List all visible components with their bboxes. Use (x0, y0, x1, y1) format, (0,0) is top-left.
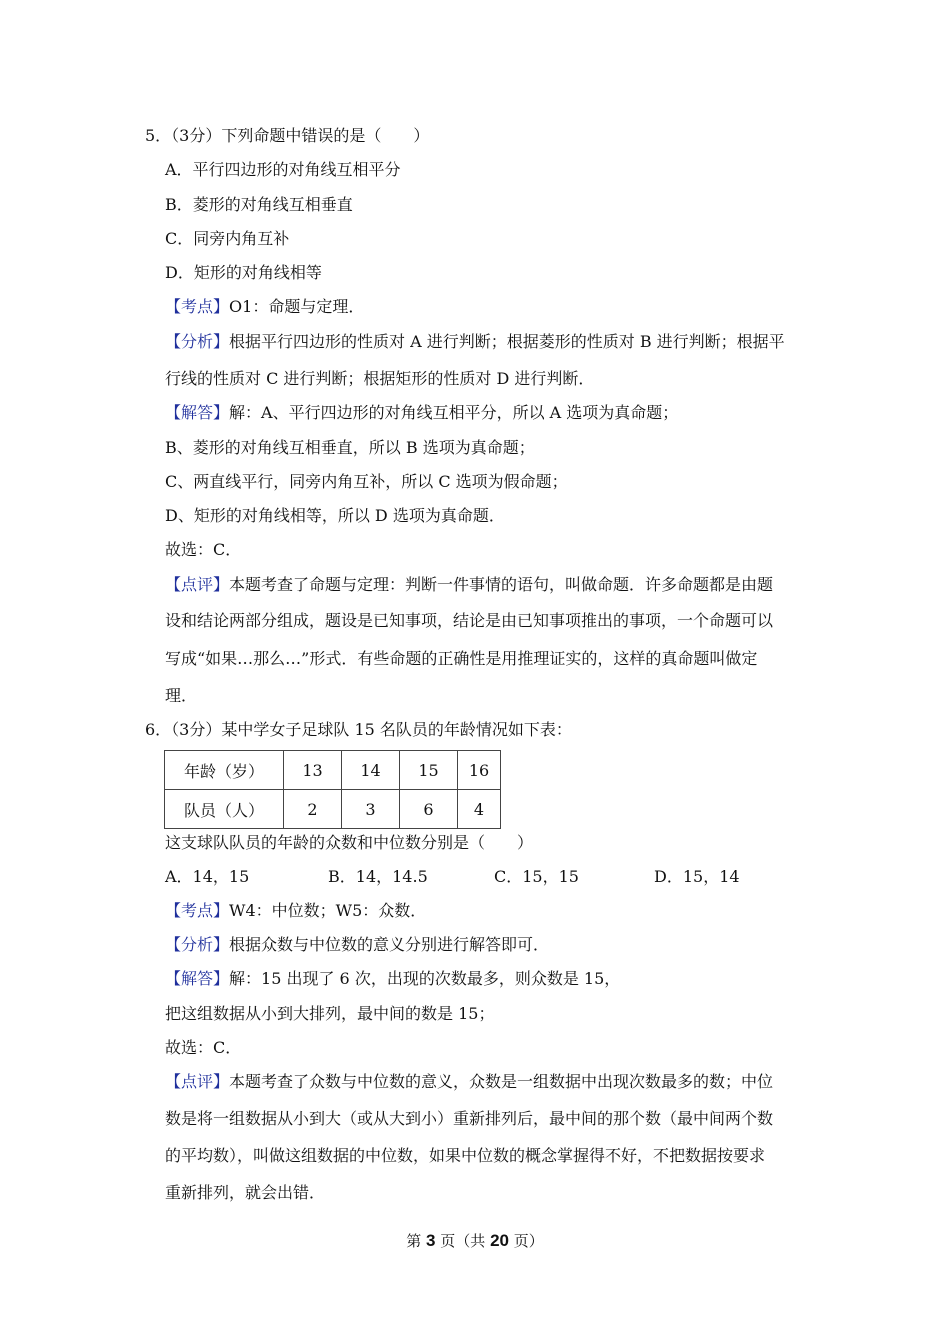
table-cell: 15 (400, 751, 458, 790)
q6-answer: 故选：C． (165, 1038, 242, 1057)
fenxi-text: 根据平行四边形的性质对 A 进行判断；根据菱形的性质对 B 进行判断；根据平 (229, 332, 785, 351)
kaodian-tag: 【考点】 (165, 297, 230, 316)
q6-kaodian (165, 900, 426, 922)
table-row (165, 790, 501, 829)
table-cell: 2 (284, 790, 342, 829)
q5-answer: 故选：C． (165, 540, 242, 559)
q6-dianping-line-4: 重新排列，就会出错． (165, 1183, 326, 1202)
q5-jieda-line-1 (165, 402, 678, 424)
table-cell: 3 (342, 790, 400, 829)
q6-jieda-line-2: 把这组数据从小到大排列，最中间的数是 15； (165, 1004, 495, 1023)
table-cell: 16 (458, 751, 501, 790)
kaodian-text: O1：命题与定理． (229, 297, 365, 316)
table-cell: 6 (400, 790, 458, 829)
dianping-tag: 【点评】 (165, 1072, 230, 1091)
dianping-text: 本题考查了命题与定理：判断一件事情的语句，叫做命题．许多命题都是由题 (229, 575, 774, 594)
fenxi-tag: 【分析】 (165, 332, 230, 351)
jieda-tag: 【解答】 (165, 969, 230, 988)
q6-question: 这支球队队员的年龄的众数和中位数分别是（ ） (165, 833, 534, 852)
q5-jieda-line-3: C、两直线平行，同旁内角互补，所以 C 选项为假命题； (165, 472, 568, 491)
footer-mid: 页（共 (440, 1232, 486, 1250)
q5-dianping-line-3: 写成“如果…那么…”形式．有些命题的正确性是用推理证实的，这样的真命题叫做定 (165, 649, 758, 668)
footer-pre: 第 (406, 1232, 422, 1250)
q6-dianping-line-1 (165, 1071, 773, 1093)
jieda-text: 解：A、平行四边形的对角线互相平分，所以 A 选项为真命题； (229, 403, 679, 422)
q6-option-c: C．15，15 (494, 867, 579, 886)
jieda-tag: 【解答】 (165, 403, 230, 422)
table-cell: 13 (284, 751, 342, 790)
fenxi-tag: 【分析】 (165, 935, 230, 954)
table-row (165, 751, 501, 790)
q5-fenxi-line-1 (165, 331, 785, 353)
q5-jieda-line-2: B、菱形的对角线互相垂直，所以 B 选项为真命题； (165, 438, 535, 457)
current-page-number: 3 (426, 1231, 436, 1250)
q5-dianping-line-1 (165, 574, 773, 596)
q6-option-a: A．14，15 (165, 867, 250, 886)
footer-post: 页） (513, 1232, 544, 1250)
q5-option-d: D．矩形的对角线相等 (165, 263, 322, 282)
table-cell: 14 (342, 751, 400, 790)
kaodian-text: W4：中位数；W5：众数． (229, 901, 427, 920)
q5-option-c: C．同旁内角互补 (165, 229, 290, 248)
q6-dianping-line-3: 的平均数），叫做这组数据的中位数，如果中位数的概念掌握得不好，不把数据按要求 (165, 1146, 766, 1165)
q5-option-b: B．菱形的对角线互相垂直 (165, 195, 353, 214)
dianping-text: 本题考查了众数与中位数的意义，众数是一组数据中出现次数最多的数；中位 (229, 1072, 774, 1091)
q6-stem: 6．（3分）某中学女子足球队 15 名队员的年龄情况如下表： (145, 720, 572, 739)
total-page-number: 20 (490, 1231, 509, 1250)
q5-jieda-line-4: D、矩形的对角线相等，所以 D 选项为真命题． (165, 506, 505, 525)
q6-fenxi (165, 934, 549, 956)
kaodian-tag: 【考点】 (165, 901, 230, 920)
q5-kaodian (165, 296, 364, 318)
dianping-tag: 【点评】 (165, 575, 230, 594)
q5-dianping-line-2: 设和结论两部分组成，题设是已知事项，结论是由已知事项推出的事项，一个命题可以 (165, 611, 774, 630)
q5-option-a: A．平行四边形的对角线互相平分 (165, 160, 401, 179)
q6-dianping-line-2: 数是将一组数据从小到大（或从大到小）重新排列后，最中间的那个数（最中间两个数 (165, 1109, 774, 1128)
table-cell: 年龄（岁） (165, 751, 284, 790)
page-footer (0, 1230, 950, 1251)
jieda-text: 解：15 出现了 6 次，出现的次数最多，则众数是 15， (229, 969, 621, 988)
q5-fenxi-line-2: 行线的性质对 C 进行判断；根据矩形的性质对 D 进行判断． (165, 369, 595, 388)
fenxi-text: 根据众数与中位数的意义分别进行解答即可． (229, 935, 550, 954)
table-cell: 4 (458, 790, 501, 829)
age-table (164, 750, 501, 829)
q5-stem: 5．（3分）下列命题中错误的是（ ） (145, 126, 430, 145)
table-cell: 队员（人） (165, 790, 284, 829)
q5-dianping-line-4: 理． (165, 686, 198, 705)
q6-jieda-line-1 (165, 968, 620, 990)
q6-option-d: D．15，14 (654, 867, 740, 886)
q6-option-b: B．14，14.5 (328, 867, 428, 886)
